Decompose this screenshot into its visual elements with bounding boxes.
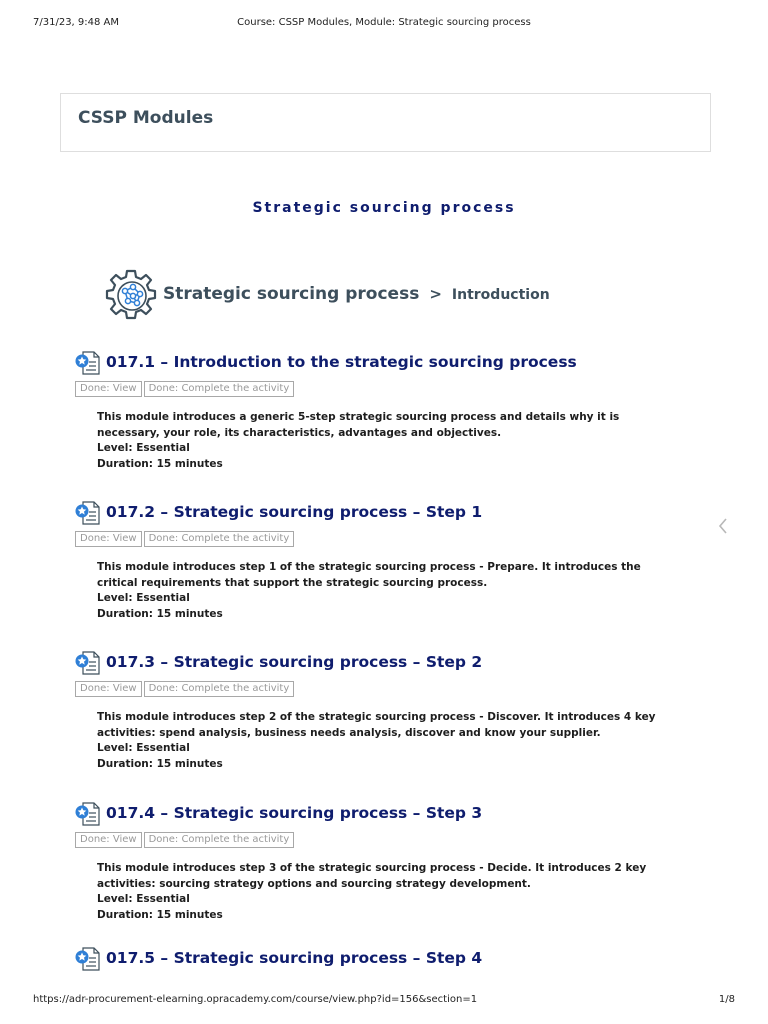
- module-page-star-icon: [75, 947, 101, 971]
- module-item: [75, 351, 695, 472]
- print-footer: [33, 994, 735, 1008]
- module-level: Level: Essential: [97, 893, 190, 905]
- module-description: [97, 560, 682, 622]
- course-name[interactable]: CSSP Modules: [78, 108, 214, 128]
- module-level: Level: Essential: [97, 592, 190, 604]
- module-level: Level: Essential: [97, 442, 190, 454]
- section-title: Strategic sourcing process: [252, 200, 516, 216]
- module-item: [75, 802, 695, 923]
- module-description: [97, 710, 682, 772]
- breadcrumb-current: Introduction: [451, 287, 550, 303]
- chevron-left-icon[interactable]: [716, 516, 730, 536]
- module-page-star-icon: [75, 802, 101, 826]
- module-item: [75, 501, 695, 622]
- completion-activity-badge: Done: Complete the activity: [144, 681, 295, 697]
- module-summary: This module introduces a generic 5-step strategic sourcing process and details why it is necessary, your role, its characteristics, advantages and objectives.: [97, 411, 620, 439]
- course-header: [60, 93, 711, 152]
- module-description: [97, 861, 682, 923]
- module-title-link[interactable]: 017.1 – Introduction to the strategic sourcing process: [106, 353, 577, 371]
- module-description: [97, 410, 682, 472]
- completion-view-badge: Done: View: [75, 832, 142, 848]
- module-duration: Duration: 15 minutes: [97, 607, 223, 620]
- module-item: [75, 947, 695, 973]
- completion-view-badge: Done: View: [75, 381, 142, 397]
- breadcrumb-section[interactable]: Strategic sourcing process: [163, 284, 420, 304]
- module-summary: This module introduces step 2 of the strategic sourcing process - Discover. It introduces 4 key activities: spend analysis, business needs analysis, discover and know your supplier.: [97, 711, 656, 739]
- completion-activity-badge: Done: Complete the activity: [144, 531, 295, 547]
- completion-view-badge: Done: View: [75, 681, 142, 697]
- module-title-link[interactable]: 017.2 – Strategic sourcing process – Step 1: [106, 503, 483, 521]
- module-page-star-icon: [75, 351, 101, 375]
- module-title-link[interactable]: 017.3 – Strategic sourcing process – Step 2: [106, 653, 483, 671]
- module-page-star-icon: [75, 651, 101, 675]
- module-level: Level: Essential: [97, 742, 190, 754]
- module-page-star-icon: [75, 501, 101, 525]
- module-title-link[interactable]: 017.4 – Strategic sourcing process – Step 3: [106, 804, 483, 822]
- print-page-title: Course: CSSP Modules, Module: Strategic sourcing process: [237, 17, 531, 28]
- gear-network-icon: [103, 267, 159, 325]
- module-item: [75, 651, 695, 772]
- completion-activity-badge: Done: Complete the activity: [144, 381, 295, 397]
- breadcrumb: [163, 284, 550, 308]
- print-url: https://adr-procurement-elearning.opracademy.com/course/view.php?id=156&section=1: [33, 994, 478, 1005]
- module-duration: Duration: 15 minutes: [97, 908, 223, 921]
- print-header: [33, 17, 735, 31]
- completion-view-badge: Done: View: [75, 531, 142, 547]
- module-duration: Duration: 15 minutes: [97, 757, 223, 770]
- module-summary: This module introduces step 1 of the strategic sourcing process - Prepare. It introduces the critical requirements that support the strategic sourcing process.: [97, 561, 641, 589]
- breadcrumb-separator: >: [429, 285, 442, 303]
- module-duration: Duration: 15 minutes: [97, 457, 223, 470]
- module-summary: This module introduces step 3 of the strategic sourcing process - Decide. It introduces 2 key activities: sourcing strategy options and sourcing strategy development.: [97, 862, 647, 890]
- print-datetime: 7/31/23, 9:48 AM: [33, 17, 120, 28]
- print-page-number: 1/8: [718, 994, 735, 1005]
- completion-activity-badge: Done: Complete the activity: [144, 832, 295, 848]
- module-title-link[interactable]: 017.5 – Strategic sourcing process – Step 4: [106, 949, 483, 967]
